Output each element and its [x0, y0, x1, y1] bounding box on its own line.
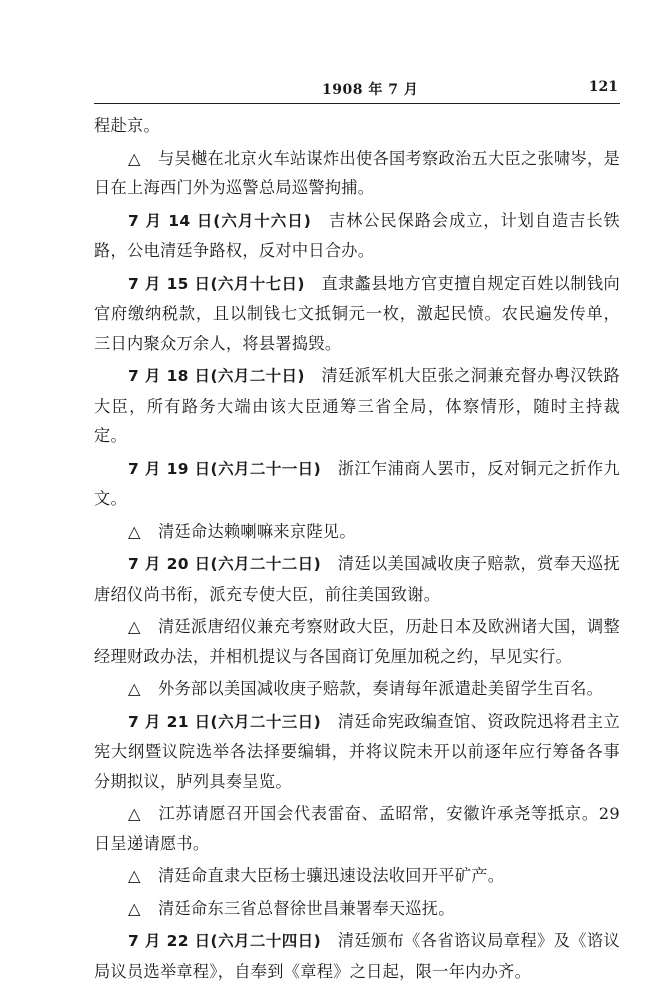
paragraph-triangle-entry: [94, 612, 620, 671]
entry-text: 清廷派唐绍仪兼充考察财政大臣，历赴日本及欧洲诸大国，调整经理财政办法，并相机提议与各国商订免厘加税之约，早见实行。: [94, 617, 620, 666]
triangle-marker: △: [128, 521, 141, 541]
triangle-marker: △: [128, 148, 141, 168]
triangle-marker: △: [128, 898, 141, 918]
paragraph-triangle-entry: [94, 799, 620, 858]
entry-date: 7 月 18 日(六月二十日): [128, 367, 305, 385]
paragraph-dated-entry: [94, 926, 620, 986]
entry-date: 7 月 22 日(六月二十四日): [128, 932, 321, 950]
entry-text: 清廷颁布《各省谘议局章程》及《谘议局议员选举章程》，自奉到《章程》之日起，限一年内办齐。: [94, 931, 620, 981]
running-title: 1908 年 7 月: [322, 82, 419, 98]
entry-text: 清廷命达赖喇嘛来京陛见。: [158, 521, 356, 541]
entry-text: 清廷命直隶大臣杨士骧迅速设法收回开平矿产。: [158, 866, 505, 885]
entry-text: 程赴京。: [94, 116, 160, 135]
paragraph-dated-entry: [94, 454, 620, 514]
entry-date: 7 月 19 日(六月二十一日): [128, 459, 321, 478]
header-rule: [94, 103, 620, 104]
entry-text: 浙江乍浦商人罢市，反对铜元之折作九文。: [94, 458, 620, 508]
paragraph-dated-entry: [94, 549, 620, 609]
entry-text: 江苏请愿召开国会代表雷奋、孟昭常，安徽许承尧等抵京。29日呈递请愿书。: [94, 804, 620, 853]
entry-date: 7 月 14 日(六月十六日): [128, 211, 312, 230]
page-number: 121: [588, 79, 618, 95]
paragraph-triangle-entry: [94, 861, 620, 891]
paragraph-triangle-entry: [94, 517, 620, 547]
paragraph-dated-entry: [94, 269, 620, 359]
paragraph-continuation: [94, 111, 620, 141]
entry-text: 清廷命宪政编查馆、资政院迅将君主立宪大纲暨议院选举各法择要编辑，并将议院未开以前逐年应行筹备各事分期拟议，胪列具奏呈览。: [94, 711, 620, 791]
entry-text: 清廷以美国减收庚子赔款，赏奉天巡抚唐绍仪尚书衔，派充专使大臣，前往美国致谢。: [94, 554, 620, 604]
paragraph-dated-entry: [94, 206, 620, 266]
chronology-body: [94, 111, 620, 989]
entry-text: 直隶蠡县地方官吏擅自规定百姓以制钱向官府缴纳税款，且以制钱七文抵铜元一枚，激起民愤。农民遍发传单，三日内聚众万余人，将县署捣毁。: [94, 273, 620, 353]
entry-text: 吉林公民保路会成立，计划自造吉长铁路，公电清廷争路权，反对中日合办。: [94, 210, 620, 260]
paragraph-dated-entry: [94, 361, 620, 451]
triangle-marker: △: [128, 804, 141, 823]
triangle-marker: △: [128, 679, 141, 698]
paragraph-triangle-entry: [94, 144, 620, 203]
entry-text: 外务部以美国减收庚子赔款，奏请每年派遣赴美留学生百名。: [158, 679, 604, 698]
page-header: [94, 79, 620, 101]
paragraph-dated-entry: [94, 707, 620, 797]
entry-text: 与吴樾在北京火车站谋炸出使各国考察政治五大臣之张啸岑，是日在上海西门外为巡警总局巡警拘捕。: [94, 148, 620, 197]
paragraph-triangle-entry: [94, 894, 620, 924]
entry-date: 7 月 20 日(六月二十二日): [128, 555, 321, 573]
entry-text: 清廷派军机大臣张之洞兼充督办粤汉铁路大臣，所有路务大端由该大臣通筹三省全局，体察情形，随时主持裁定。: [94, 366, 620, 445]
triangle-marker: △: [128, 617, 141, 636]
triangle-marker: △: [128, 866, 141, 885]
paragraph-triangle-entry: [94, 674, 620, 704]
entry-date: 7 月 21 日(六月二十三日): [128, 712, 321, 731]
entry-date: 7 月 15 日(六月十七日): [128, 274, 305, 293]
entry-text: 清廷命东三省总督徐世昌兼署奉天巡抚。: [158, 898, 455, 918]
